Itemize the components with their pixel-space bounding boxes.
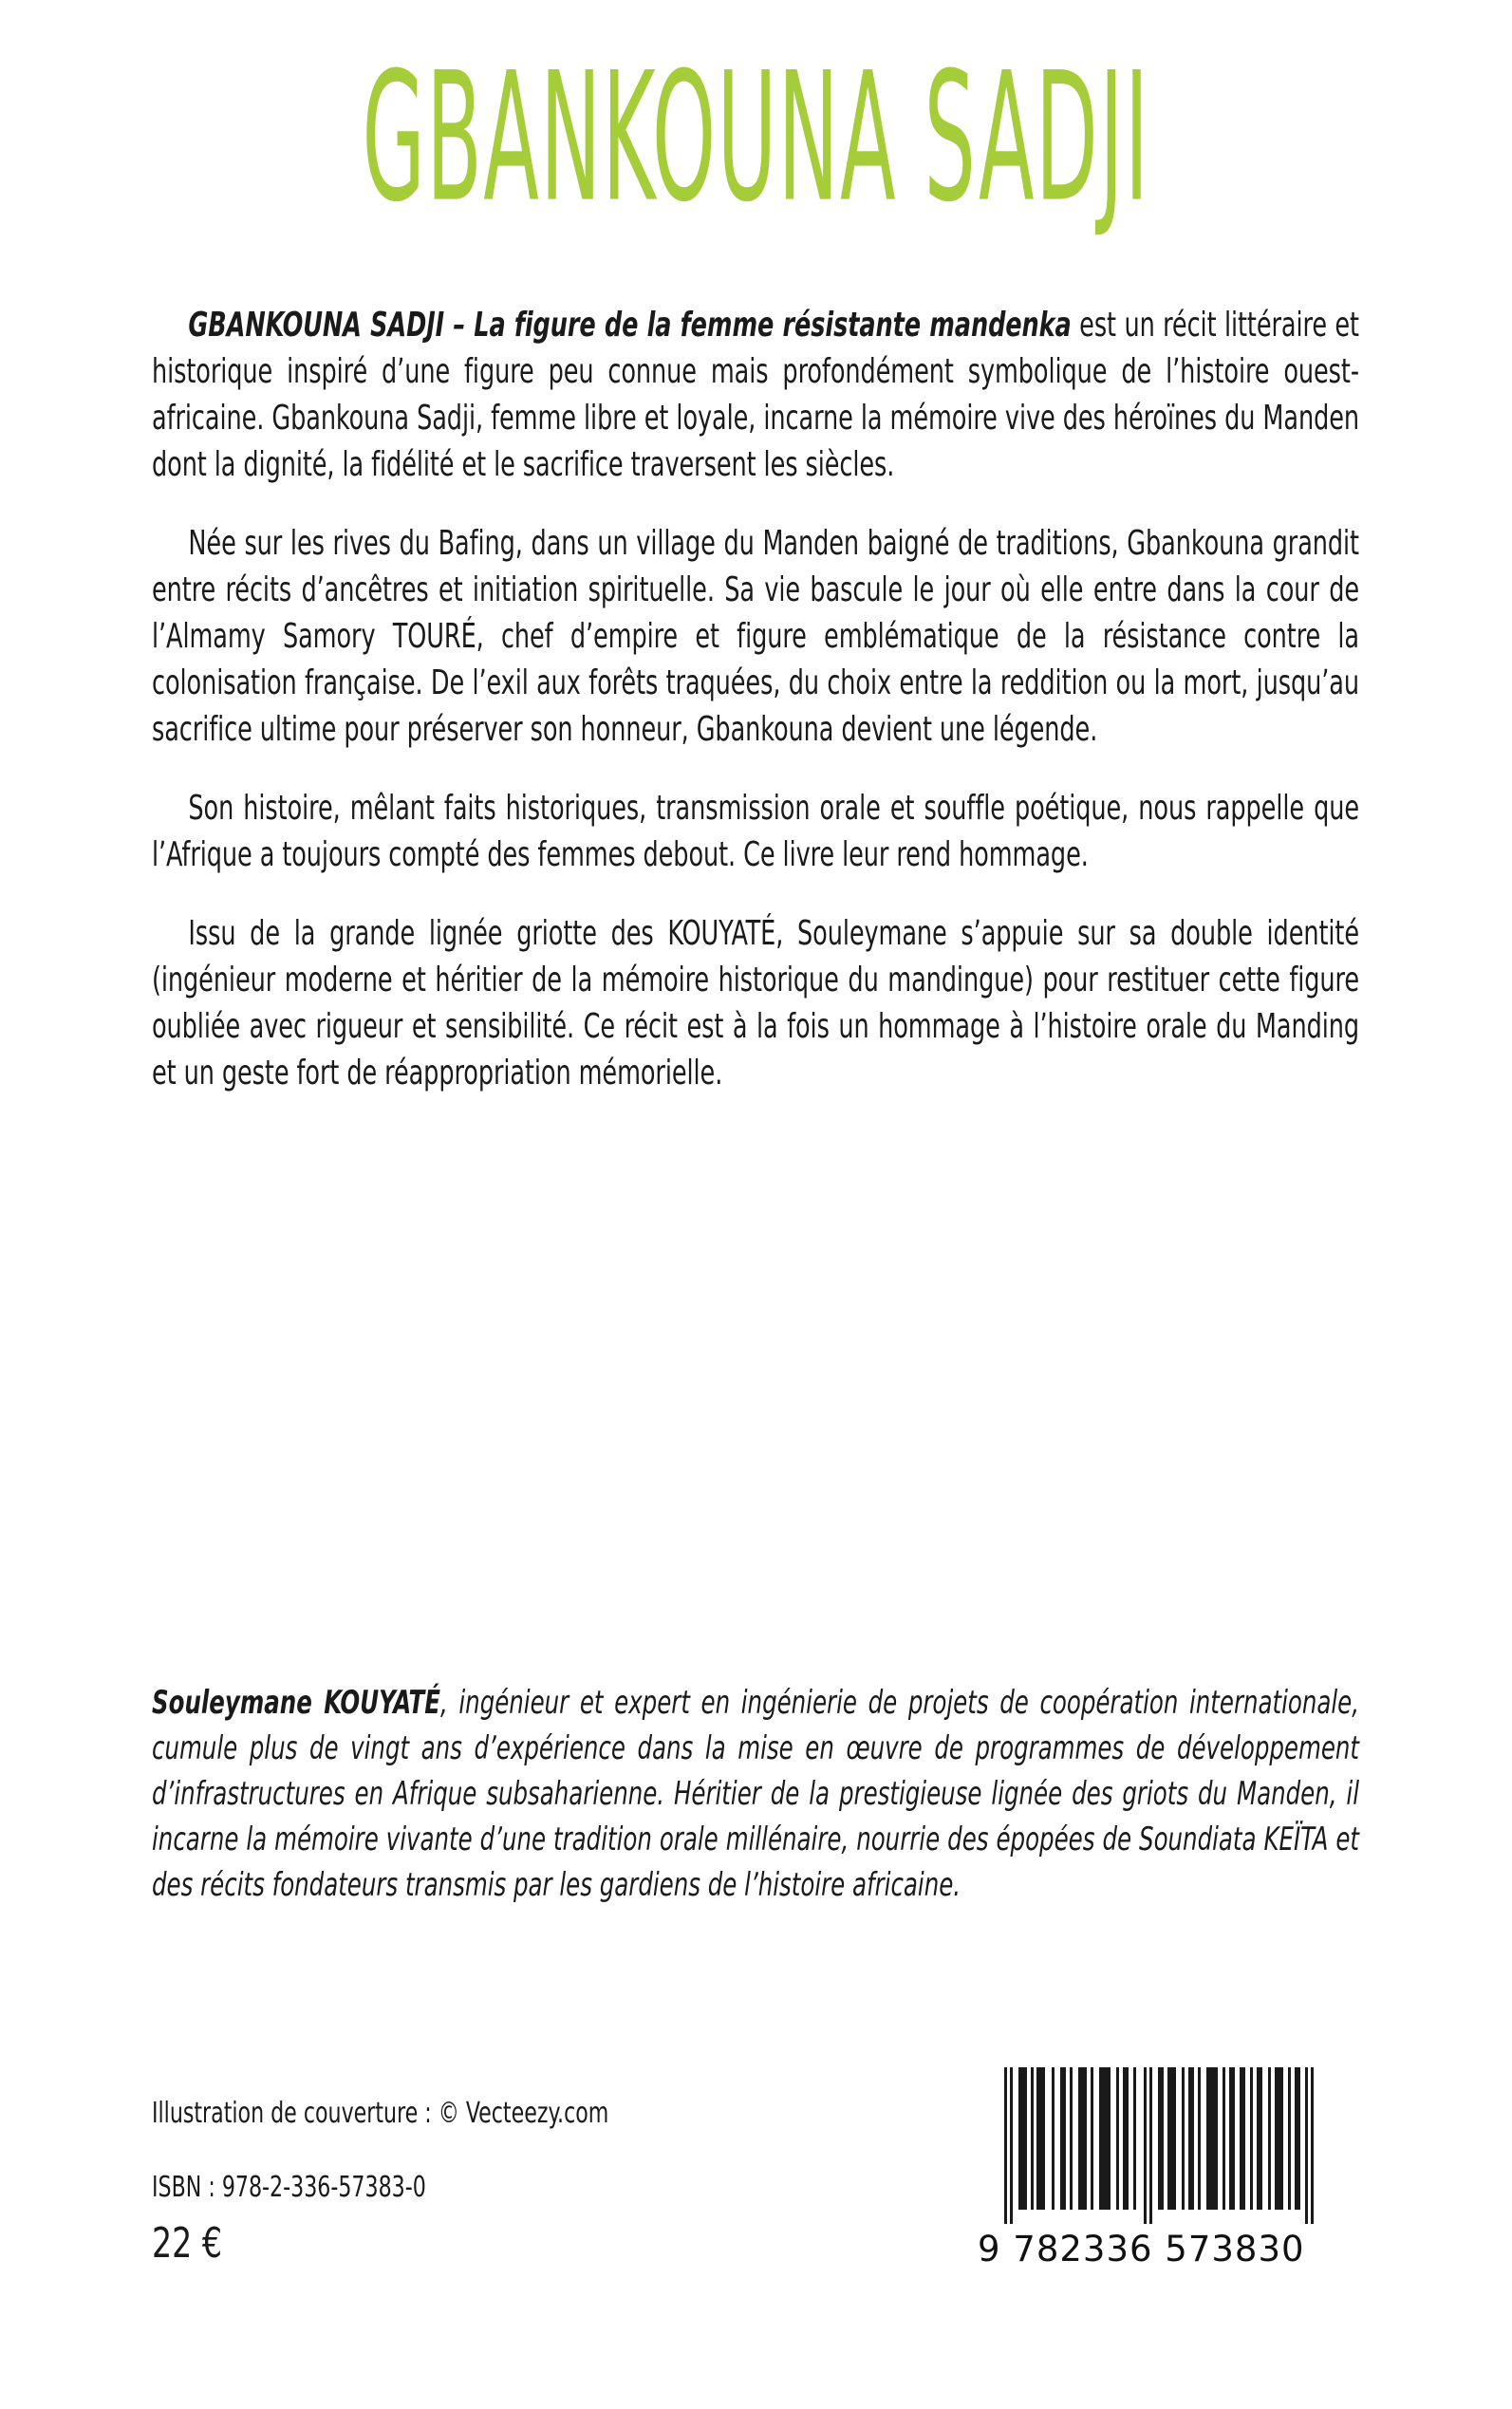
blurb-paragraph	[152, 910, 1359, 1096]
footer-left-column	[152, 2098, 911, 2267]
author-bio-text: , ingénieur et expert en ingénierie de projets de coopération internationale, cumule plus de vingt ans d’expérience dans la mise en œuvre de programmes de développement d’infrastructures en Afrique subsaharienne. Héritier de la prestigieuse lignée des griots du Manden, il incarne la mémoire vivante d’une tradition orale millénaire, nourrie des épopées de Soundiata KEÏTA et des récits fondateurs transmis par les gardiens de l’histoire africaine.	[152, 1684, 1360, 1904]
barcode-bars	[978, 2067, 1329, 2231]
book-title: GBANKOUNA SADJI	[362, 34, 1150, 243]
title-block	[0, 34, 1512, 243]
blurb-paragraph-text: Issu de la grande lignée griotte des KOUYATÉ, Souleymane s’appuie sur sa double identité (ingénieur moderne et héritier de la mémoire historique du mandingue) pour restituer cette figure oubliée avec rigueur et sensibilité. Ce récit est à la fois un hommage à l’histoire orale du Manding et un geste fort de réappropriation mémorielle.	[152, 914, 1359, 1092]
blurb-paragraph	[152, 785, 1359, 878]
blurb-paragraph	[152, 302, 1359, 488]
ean13-barcode	[978, 2067, 1329, 2269]
blurb-section	[152, 302, 1359, 1096]
cover-illustration-credit: Illustration de couverture : © Vecteezy.com	[152, 2097, 609, 2130]
blurb-paragraph-text: Son histoire, mêlant faits historiques, transmission orale et souffle poétique, nous rappelle que l’Afrique a toujours compté des femmes debout. Ce livre leur rend hommage.	[152, 789, 1359, 874]
blurb-lead-phrase: GBANKOUNA SADJI – La figure de la femme résistante mandenka	[188, 306, 1072, 345]
author-bio-section	[152, 1680, 1359, 1908]
author-bio-paragraph	[152, 1680, 1359, 1908]
author-name: Souleymane KOUYATÉ	[152, 1684, 440, 1722]
barcode-number: 9 782336 573830	[978, 2229, 1305, 2269]
blurb-paragraph-text: Née sur les rives du Bafing, dans un village du Manden baigné de traditions, Gbankouna grandit entre récits d’ancêtres et initiation spirituelle. Sa vie bascule le jour où elle entre dans la cour de l’Almamy Samory TOURÉ, chef d’empire et figure emblématique de la résistance contre la colonisation française. De l’exil aux forêts traquées, du choix entre la reddition ou la mort, jusqu’au sacrifice ultime pour préserver son honneur, Gbankouna devient une légende.	[152, 524, 1359, 749]
isbn-text: ISBN : 978-2-336-57383-0	[152, 2171, 426, 2204]
price-text: 22 €	[152, 2219, 223, 2268]
blurb-paragraph-text: est un récit littéraire et historique inspiré d’une figure peu connue mais profondément symbolique de l’histoire ouest-africaine. Gbankouna Sadji, femme libre et loyale, incarne la mémoire vive des héroïnes du Manden dont la dignité, la fidélité et le sacrifice traversent les siècles.	[152, 306, 1359, 484]
blurb-paragraph	[152, 520, 1359, 753]
